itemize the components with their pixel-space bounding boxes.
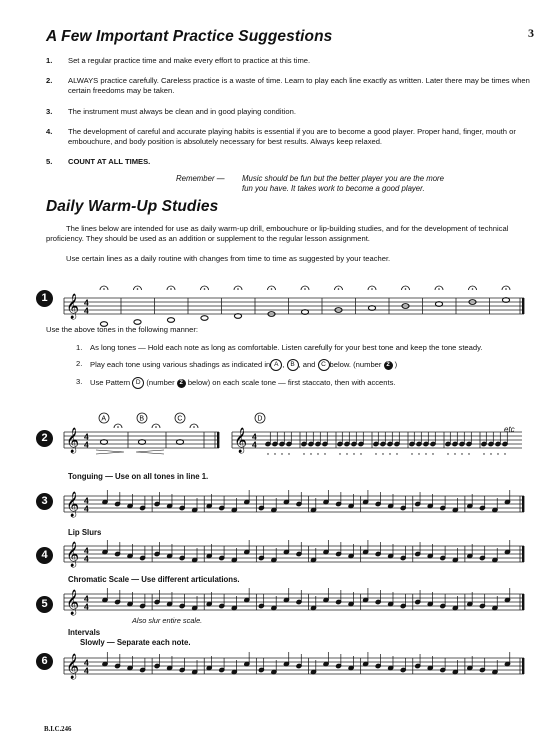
treble-clef-icon: 𝄞 bbox=[66, 654, 80, 679]
final-barline-thick bbox=[522, 298, 524, 314]
line-2-reference-badge: 2 bbox=[384, 361, 393, 370]
treble-clef-icon: 𝄞 bbox=[66, 428, 80, 453]
whole-note bbox=[134, 320, 141, 325]
line-number-3: 3 bbox=[36, 491, 53, 510]
time-signature-bottom: 4 bbox=[84, 439, 89, 450]
line-6-label: Intervals bbox=[68, 628, 101, 637]
pattern-d-marker: D bbox=[132, 377, 144, 389]
instructions-list bbox=[76, 343, 532, 395]
fermata-dot bbox=[304, 288, 306, 290]
time-signature-top: 4 bbox=[84, 657, 89, 668]
line-number-1: 1 bbox=[36, 288, 53, 307]
time-signature-bottom: 4 bbox=[84, 305, 89, 316]
remember-lead: Remember — bbox=[176, 174, 225, 183]
staff-line-1 bbox=[64, 280, 526, 328]
tones-intro: Use the above tones in the following manner: bbox=[46, 325, 198, 334]
pattern-marker-letter: C bbox=[177, 415, 183, 423]
final-barline-thick bbox=[522, 658, 524, 674]
suggestion-text: ALWAYS practice carefully. Careless practice is a waste of time. Learn to play each line exactly as written. Later there may be times when certain freedoms may be taken. bbox=[68, 76, 530, 96]
final-barline-thick bbox=[217, 432, 219, 448]
suggestion-text: The instrument must always be clean and in good playing condition. bbox=[68, 106, 296, 116]
treble-clef-icon: 𝄞 bbox=[234, 428, 248, 453]
fermata-dot bbox=[193, 426, 195, 428]
suggestion-item bbox=[46, 127, 530, 147]
suggestions-list bbox=[46, 56, 530, 177]
warmup-routine: Use certain lines as a daily routine with changes from time to time as suggested by your teacher. bbox=[66, 254, 391, 263]
final-barline-thick bbox=[522, 546, 524, 562]
line-number-5: 5 bbox=[36, 594, 53, 613]
footer-code: B.I.C.246 bbox=[44, 726, 72, 733]
staccato-dot bbox=[317, 453, 318, 454]
whole-note bbox=[100, 440, 107, 445]
instruction-text-separator: , and bbox=[298, 360, 318, 370]
time-signature-top: 4 bbox=[84, 593, 89, 604]
line-3-label: Tonguing — Use on all tones in line 1. bbox=[68, 472, 209, 481]
treble-clef-icon: 𝄞 bbox=[66, 492, 80, 517]
staccato-dot bbox=[497, 453, 498, 454]
staccato-dot bbox=[360, 453, 361, 454]
suggestion-number: 3. bbox=[46, 106, 53, 116]
staccato-dot bbox=[454, 453, 455, 454]
staff-line-2a bbox=[64, 412, 224, 462]
crescendo-hairpin bbox=[136, 450, 164, 454]
pattern-b-marker: B bbox=[287, 359, 299, 371]
instruction-text: Play each tone using various shadings as indicated in bbox=[90, 360, 271, 370]
suggestion-item bbox=[46, 107, 530, 117]
line-6-sublabel: Slowly — Separate each note. bbox=[80, 638, 191, 647]
staccato-dot bbox=[274, 453, 275, 454]
instruction-item bbox=[76, 343, 532, 353]
suggestion-item bbox=[46, 56, 530, 66]
time-signature-top: 4 bbox=[84, 495, 89, 506]
treble-clef-icon: 𝄞 bbox=[66, 590, 80, 615]
instruction-text: As long tones — Hold each note as long as comfortable. Listen carefully for your best tone and keep the tone steady. bbox=[90, 343, 483, 352]
line-5-note: Also slur entire scale. bbox=[132, 616, 203, 625]
line-4-label: Lip Slurs bbox=[68, 528, 102, 537]
time-signature-top: 4 bbox=[84, 297, 89, 308]
whole-note bbox=[201, 316, 208, 321]
remember-line-2: fun you have. It takes work to become a good player. bbox=[242, 184, 425, 193]
warmup-intro: The lines below are intended for use as daily warm-up drill, embouchure or lip-building studies, and for the development of technical proficiency. They should be used as an addition or supplement to the regular lesson assignment. bbox=[46, 224, 509, 244]
warmup-title: Daily Warm-Up Studies bbox=[46, 198, 219, 215]
instruction-text: below) on each scale tone — first staccato, then with accents. bbox=[185, 378, 396, 388]
line-number-4: 4 bbox=[36, 545, 53, 564]
instruction-item bbox=[76, 359, 532, 371]
fermata-dot bbox=[438, 288, 440, 290]
line-number-6: 6 bbox=[36, 651, 53, 670]
fermata-dot bbox=[103, 288, 105, 290]
suggestions-title: A Few Important Practice Suggestions bbox=[46, 28, 333, 45]
fermata-dot bbox=[338, 288, 340, 290]
staff-line-2b bbox=[232, 412, 526, 462]
staccato-dot bbox=[504, 453, 505, 454]
fermata-dot bbox=[204, 288, 206, 290]
whole-note bbox=[167, 318, 174, 323]
diminuendo-hairpin bbox=[96, 450, 124, 454]
whole-note bbox=[435, 302, 442, 307]
fermata-dot bbox=[117, 426, 119, 428]
instruction-text: Use Pattern bbox=[90, 378, 133, 388]
suggestion-item bbox=[46, 76, 530, 96]
staccato-dot bbox=[396, 453, 397, 454]
suggestion-number: 1. bbox=[46, 56, 53, 65]
instruction-text: (number bbox=[144, 378, 177, 388]
time-signature-top: 4 bbox=[252, 431, 257, 442]
staff-line-3 bbox=[64, 480, 526, 526]
whole-note bbox=[301, 310, 308, 315]
staccato-dot bbox=[389, 453, 390, 454]
pattern-a-marker: A bbox=[270, 359, 282, 371]
fermata-dot bbox=[155, 426, 157, 428]
time-signature-top: 4 bbox=[84, 431, 89, 442]
time-signature-bottom: 4 bbox=[84, 665, 89, 676]
fermata-dot bbox=[505, 288, 507, 290]
fermata-dot bbox=[137, 288, 139, 290]
instruction-text: below. (number bbox=[329, 360, 384, 370]
staccato-dot bbox=[339, 453, 340, 454]
line-2-reference-badge: 2 bbox=[177, 379, 186, 388]
staccato-dot bbox=[303, 453, 304, 454]
staccato-dot bbox=[425, 453, 426, 454]
instruction-number: 2. bbox=[76, 359, 83, 369]
remember-note bbox=[176, 174, 444, 194]
staccato-dot bbox=[461, 453, 462, 454]
fermata-dot bbox=[472, 288, 474, 290]
staccato-dot bbox=[490, 453, 491, 454]
staccato-dot bbox=[382, 453, 383, 454]
time-signature-top: 4 bbox=[84, 545, 89, 556]
staccato-dot bbox=[483, 453, 484, 454]
instruction-item bbox=[76, 377, 532, 389]
suggestion-number: 4. bbox=[46, 126, 53, 136]
staccato-dot bbox=[288, 453, 289, 454]
pattern-marker-letter: D bbox=[257, 415, 263, 423]
final-barline-thick bbox=[522, 496, 524, 512]
staccato-dot bbox=[353, 453, 354, 454]
fermata-dot bbox=[405, 288, 407, 290]
line-5-label: Chromatic Scale — Use different articulations. bbox=[68, 575, 240, 584]
pattern-marker-letter: A bbox=[101, 415, 107, 423]
staccato-dot bbox=[310, 453, 311, 454]
staccato-dot bbox=[267, 453, 268, 454]
time-signature-bottom: 4 bbox=[84, 601, 89, 612]
instruction-number: 3. bbox=[76, 377, 83, 387]
etc-marking: etc bbox=[504, 425, 515, 434]
whole-note bbox=[176, 440, 183, 445]
staff-line-4 bbox=[64, 536, 526, 574]
whole-note bbox=[502, 298, 509, 303]
staccato-dot bbox=[324, 453, 325, 454]
instruction-text: ) bbox=[392, 360, 398, 370]
pattern-marker-letter: B bbox=[139, 415, 145, 423]
fermata-dot bbox=[371, 288, 373, 290]
suggestion-number: 2. bbox=[46, 76, 53, 86]
suggestion-number: 5. bbox=[46, 157, 53, 167]
suggestion-text: COUNT AT ALL TIMES. bbox=[68, 157, 151, 167]
pattern-c-marker: C bbox=[318, 359, 330, 371]
instruction-number: 1. bbox=[76, 343, 83, 352]
time-signature-bottom: 4 bbox=[252, 439, 257, 450]
page-number: 3 bbox=[528, 26, 534, 40]
treble-clef-icon: 𝄞 bbox=[66, 294, 80, 319]
staccato-dot bbox=[375, 453, 376, 454]
whole-note bbox=[234, 314, 241, 319]
staccato-dot bbox=[346, 453, 347, 454]
line-number-2: 2 bbox=[36, 428, 53, 447]
time-signature-bottom: 4 bbox=[84, 553, 89, 564]
treble-clef-icon: 𝄞 bbox=[66, 542, 80, 567]
suggestion-text: The development of careful and accurate playing habits is essential if you are to become a good player. Proper hand, finger, mouth or embouchure, and body position is absolutely necessary for best results. Always keep relaxed. bbox=[68, 126, 516, 147]
staccato-dot bbox=[418, 453, 419, 454]
fermata-dot bbox=[237, 288, 239, 290]
staff-line-6 bbox=[64, 642, 526, 686]
staccato-dot bbox=[432, 453, 433, 454]
time-signature-bottom: 4 bbox=[84, 503, 89, 514]
whole-note bbox=[368, 306, 375, 311]
suggestion-item bbox=[46, 157, 530, 167]
final-barline-thick bbox=[522, 594, 524, 610]
staccato-dot bbox=[468, 453, 469, 454]
fermata-dot bbox=[170, 288, 172, 290]
suggestion-text: Set a regular practice time and make every effort to practice at this time. bbox=[68, 56, 311, 65]
staccato-dot bbox=[281, 453, 282, 454]
staccato-dot bbox=[447, 453, 448, 454]
fermata-dot bbox=[271, 288, 273, 290]
remember-line-1: Music should be fun but the better player you are the more bbox=[242, 174, 444, 183]
instruction-text-separator: , bbox=[282, 360, 287, 370]
staccato-dot bbox=[411, 453, 412, 454]
whole-note bbox=[138, 440, 145, 445]
